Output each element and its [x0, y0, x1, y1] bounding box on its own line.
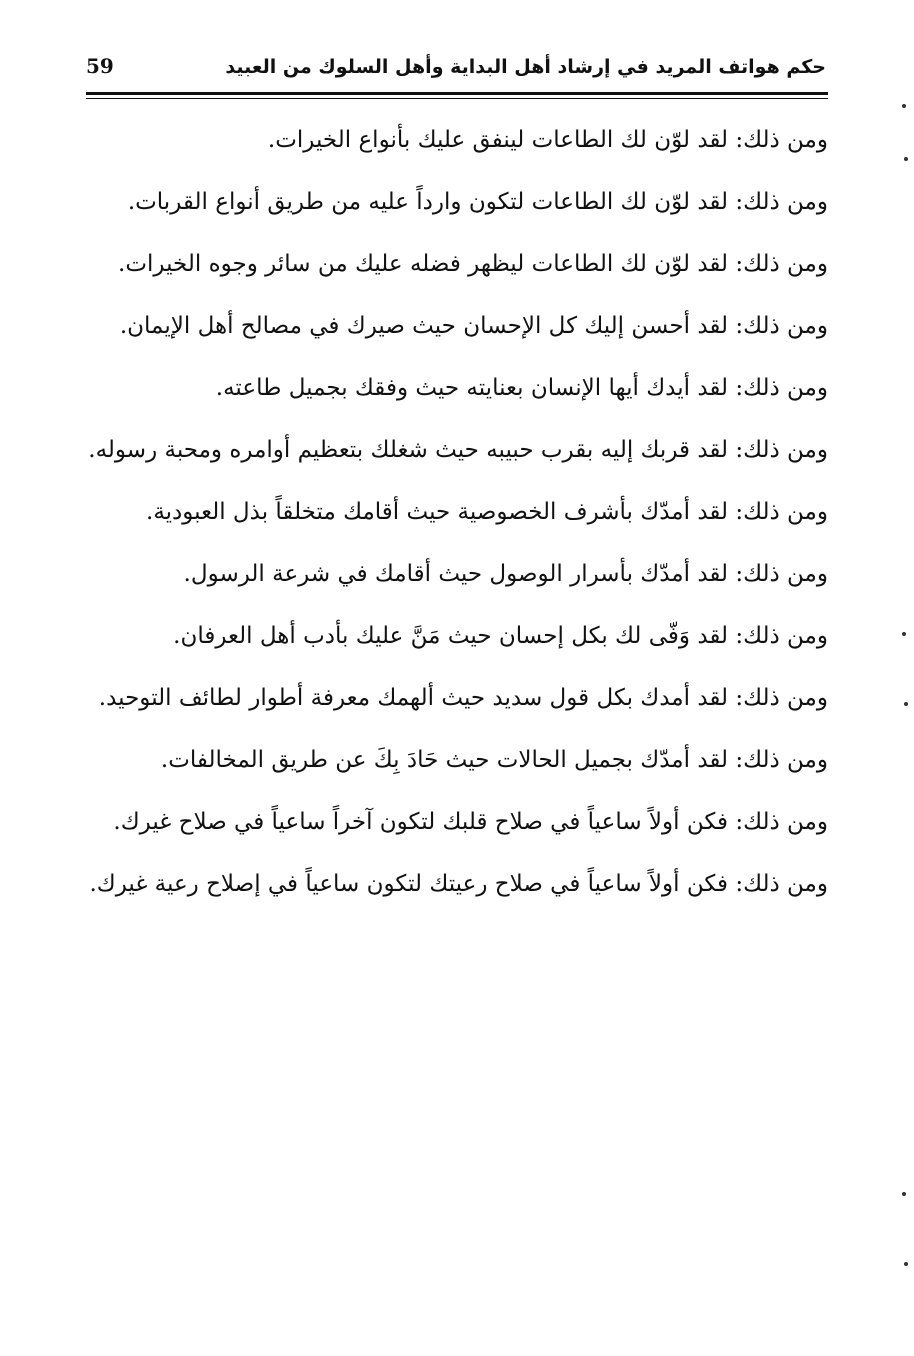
paragraph-text: لقد قربك إليه بقرب حبيبه حيث شغلك بتعظيم أوامره ومحبة رسوله. [88, 437, 729, 463]
paragraph [86, 862, 828, 906]
paragraph-text: فكن أولاً ساعياً في صلاح رعيتك لتكون ساعياً في إصلاح رعية غيرك. [89, 871, 729, 897]
paragraph-text: لقد أمدك بكل قول سديد حيث ألهمك معرفة أطوار لطائف التوحيد. [98, 685, 729, 711]
paragraph-lead: ومن ذلك: [735, 375, 828, 401]
page-number: 59 [86, 54, 114, 78]
paragraph-lead: ومن ذلك: [735, 747, 828, 773]
paragraph [86, 428, 828, 472]
paragraph [86, 304, 828, 348]
paragraph-text: لقد أمدّك بجميل الحالات حيث حَادَ بِكَ عن طريق المخالفات. [160, 747, 729, 773]
paragraph-lead: ومن ذلك: [735, 871, 828, 897]
paragraph-lead: ومن ذلك: [735, 251, 828, 277]
paragraph [86, 738, 828, 782]
paragraph-lead: ومن ذلك: [735, 623, 828, 649]
paragraph-lead: ومن ذلك: [735, 437, 828, 463]
paragraph-lead: ومن ذلك: [735, 127, 828, 153]
paragraph-lead: ومن ذلك: [735, 561, 828, 587]
scan-speck [902, 632, 906, 636]
header-rule-thick [86, 92, 828, 95]
header-title: حكم هواتف المريد في إرشاد أهل البداية وأهل السلوك من العبيد [225, 56, 826, 78]
paragraph [86, 614, 828, 658]
paragraph-text: لقد وَفّى لك بكل إحسان حيث مَنَّ عليك بأدب أهل العرفان. [173, 623, 729, 649]
running-header [86, 52, 826, 88]
paragraph [86, 490, 828, 534]
paragraph-lead: ومن ذلك: [735, 809, 828, 835]
paragraph-text: لقد أمدّك بأشرف الخصوصية حيث أقامك متخلقاً بذل العبودية. [146, 499, 729, 525]
paragraph [86, 118, 828, 162]
paragraph-lead: ومن ذلك: [735, 189, 828, 215]
paragraph [86, 552, 828, 596]
paragraph-text: لقد لوّن لك الطاعات لينفق عليك بأنواع الخيرات. [267, 127, 729, 153]
scan-speck [904, 702, 908, 706]
scan-speck [904, 1262, 908, 1266]
scan-speck [902, 1192, 906, 1196]
paragraph [86, 676, 828, 720]
paragraph-text: فكن أولاً ساعياً في صلاح قلبك لتكون آخراً ساعياً في صلاح غيرك. [113, 809, 729, 835]
paragraph-lead: ومن ذلك: [735, 685, 828, 711]
paragraph [86, 242, 828, 286]
paragraph-text: لقد أمدّك بأسرار الوصول حيث أقامك في شرعة الرسول. [183, 561, 729, 587]
paragraph-text: لقد أحسن إليك كل الإحسان حيث صيرك في مصالح أهل الإيمان. [119, 313, 729, 339]
paragraph [86, 366, 828, 410]
paragraph-text: لقد أيدك أيها الإنسان بعنايته حيث وفقك بجميل طاعته. [215, 375, 729, 401]
paragraph [86, 800, 828, 844]
paragraph [86, 180, 828, 224]
paragraph-text: لقد لوّن لك الطاعات ليظهر فضله عليك من سائر وجوه الخيرات. [118, 251, 729, 277]
scan-speck [904, 157, 908, 161]
paragraph-lead: ومن ذلك: [735, 313, 828, 339]
paragraph-lead: ومن ذلك: [735, 499, 828, 525]
body-text [86, 118, 828, 924]
scan-speck [902, 104, 906, 108]
header-rule-thin [86, 98, 828, 99]
paragraph-text: لقد لوّن لك الطاعات لتكون وارداً عليه من طريق أنواع القربات. [127, 189, 729, 215]
